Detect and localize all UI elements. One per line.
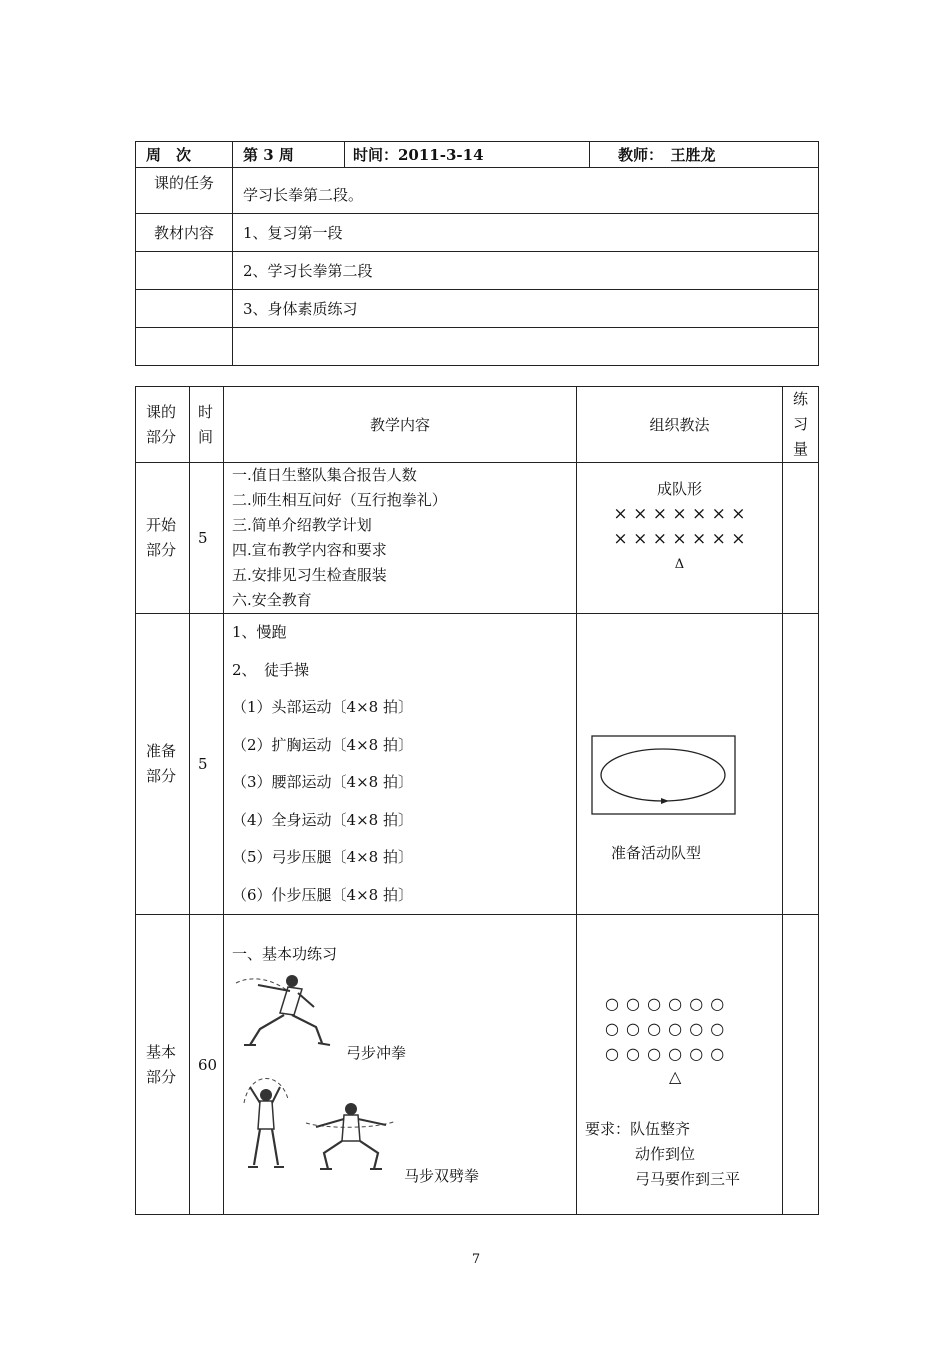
empty-cell (136, 252, 233, 290)
formation-title: 成队形 (656, 480, 702, 498)
content-item: 3、身体素质练习 (233, 290, 819, 328)
teacher-marker: Δ (674, 557, 685, 572)
prep-part: 准备 部分 (136, 614, 190, 915)
header-time: 时 间 (190, 387, 224, 463)
bow-stance-punch-figure (232, 971, 352, 1053)
header-method: 组织教法 (577, 387, 783, 463)
start-content: 一.值日生整队集合报告人数 二.师生相互问好（互行抱拳礼） 三.简单介绍教学计划 四.宣布教学内容和要求 五.安排见习生检查服装 六.安全教育 (224, 463, 577, 614)
empty-cell (136, 290, 233, 328)
task-label: 课的任务 (136, 168, 233, 214)
formation-row: ○ ○ ○ ○ ○ ○ (605, 1019, 726, 1038)
requirement-item: 动作到位 (635, 1145, 696, 1163)
basic-amount (783, 915, 819, 1215)
move-label: 马步双劈拳 (404, 1167, 480, 1185)
requirement-item: 弓马要作到三平 (635, 1170, 741, 1188)
header-part: 课的 部分 (136, 387, 190, 463)
empty-cell (136, 328, 233, 366)
basic-time: 60 (190, 915, 224, 1215)
plan-table (135, 386, 819, 1215)
task-value: 学习长拳第二段。 (233, 168, 819, 214)
week-value: 第 3 周 (233, 142, 345, 168)
header-content: 教学内容 (224, 387, 577, 463)
start-part: 开始 部分 (136, 463, 190, 614)
prep-content: 1、慢跑 2、 徒手操 （1）头部运动〔4×8 拍〕 （2）扩胸运动〔4×8 拍〕 （3）腰部运动〔4×8 拍〕 （4）全身运动〔4×8 拍〕 （5）弓步压腿〔4×8 拍〕 （6）仆步压腿〔4×8 拍〕 (224, 614, 577, 915)
start-amount (783, 463, 819, 614)
prep-amount (783, 614, 819, 915)
week-label: 周 次 (136, 142, 233, 168)
basic-part: 基本 部分 (136, 915, 190, 1215)
content-item: 1、复习第一段 (233, 214, 819, 252)
circle-formation (605, 991, 725, 1066)
basic-heading: 一、基本功练习 (232, 945, 338, 963)
content-label: 教材内容 (136, 214, 233, 252)
formation-row: ○ ○ ○ ○ ○ ○ (605, 1044, 726, 1063)
lesson-time: 时间：2011-3-14 (345, 142, 590, 168)
info-table (135, 141, 819, 366)
formation-row: × × × × × × × (613, 529, 746, 549)
start-formation (577, 463, 783, 614)
start-time: 5 (190, 463, 224, 614)
page-number: 7 (471, 1252, 481, 1267)
content-item: 2、学习长拳第二段 (233, 252, 819, 290)
requirements-label: 要求： (585, 1120, 631, 1138)
formation-row: ○ ○ ○ ○ ○ ○ (605, 994, 726, 1013)
formation-caption: 准备活动队型 (611, 844, 702, 862)
requirement-item: 队伍整齐 (630, 1120, 691, 1138)
header-amount: 练 习 量 (783, 387, 819, 463)
teacher-marker: △ (669, 1067, 682, 1086)
basic-content (224, 915, 577, 1215)
horse-stance-chop-figure (236, 1069, 406, 1181)
move-label: 弓步冲拳 (346, 1044, 407, 1062)
empty-cell (233, 328, 819, 366)
prep-formation (577, 614, 783, 915)
basic-formation (577, 915, 783, 1215)
prep-time: 5 (190, 614, 224, 915)
formation-row: × × × × × × × (613, 504, 746, 524)
teacher-name: 教师： 王胜龙 (590, 142, 819, 168)
running-track-diagram (591, 735, 737, 815)
requirements (585, 1117, 740, 1192)
